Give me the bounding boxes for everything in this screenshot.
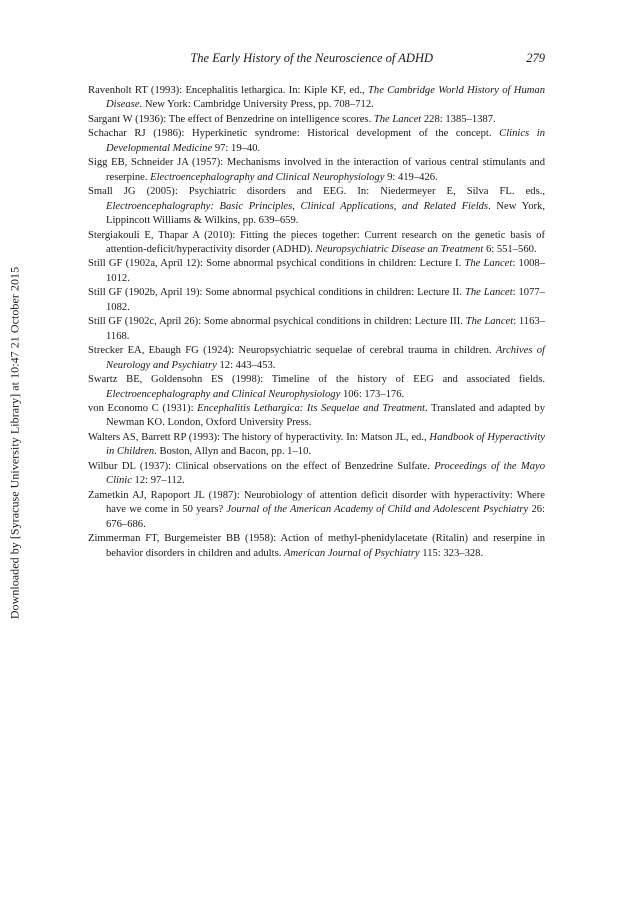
reference-source: Neuropsychiatric Disease an Treatment — [315, 243, 484, 255]
reference-item — [88, 156, 545, 185]
reference-text: Wilbur DL (1937): Clinical observations on the effect of Benzedrine Sulfate. — [88, 460, 435, 472]
reference-source: Encephalitis Lethargica: Its Sequelae and Treatment — [197, 402, 425, 414]
reference-details: 228: 1385–1387. — [421, 113, 496, 125]
reference-item — [88, 460, 545, 489]
reference-details: 12: 443–453. — [216, 359, 276, 371]
reference-text: Small JG (2005): Psychiatric disorders and EEG. In: Niedermeyer E, Silva FL. eds., — [88, 186, 545, 198]
running-head — [88, 51, 545, 67]
reference-source: Electroencephalography: Basic Principles, Clinical Applications, and Related Fields — [106, 200, 489, 212]
reference-item — [88, 373, 545, 402]
reference-item — [88, 532, 545, 561]
reference-source: Clinics in Developmental Medicine — [106, 128, 546, 154]
reference-item — [88, 315, 545, 344]
reference-text: Zametkin AJ, Rapoport JL (1987): Neurobiology of attention deficit disorder with hyperactivity: Where have we come in 50 years? — [88, 489, 545, 516]
reference-details: 106: 173–176. — [340, 388, 405, 400]
reference-text: von Economo C (1931): — [88, 402, 198, 414]
reference-text: Sigg EB, Schneider JA (1957): Mechanisms involved in the interaction of various central stimulants and reserpine. — [88, 157, 545, 183]
reference-source: American Journal of Psychiatry — [284, 547, 420, 559]
reference-item — [88, 286, 545, 315]
reference-details: 6: 551–560. — [483, 243, 537, 255]
reference-details: 115: 323–328. — [419, 547, 484, 559]
download-stamp-text: Downloaded by [Syracuse University Library] at 10:47 21 October 2015 — [7, 266, 22, 620]
reference-text: Schachar RJ (1986): Hyperkinetic syndrome: Historical development of the concept. — [88, 128, 500, 140]
reference-source: The Cambridge World History of Human Disease — [106, 85, 545, 111]
reference-item — [88, 344, 545, 373]
reference-item — [88, 431, 545, 460]
reference-text: Sargant W (1936): The effect of Benzedrine on intelligence scores. — [88, 113, 374, 125]
reference-source: Electroencephalography and Clinical Neurophysiology — [150, 171, 385, 183]
reference-details: . New York, Lippincott Williams & Wilkins, pp. 639–659. — [106, 200, 545, 227]
reference-source: Archives of Neurology and Psychiatry — [106, 345, 545, 371]
running-head-title: The Early History of the Neuroscience of ADHD — [190, 51, 433, 65]
reference-item — [88, 113, 545, 127]
reference-source: Proceedings of the Mayo Clinic — [106, 460, 546, 487]
reference-item — [88, 229, 545, 258]
download-stamp — [0, 0, 30, 912]
reference-source: The Lancet — [465, 316, 514, 328]
reference-source: The Lancet — [464, 258, 513, 270]
reference-item — [88, 489, 545, 532]
reference-list — [88, 84, 545, 561]
reference-item — [88, 127, 545, 156]
reference-details: 97: 19–40. — [212, 142, 261, 154]
reference-text: Strecker EA, Ebaugh FG (1924): Neuropsychiatric sequelae of cerebral trauma in children. — [88, 345, 496, 357]
reference-details: . Boston, Allyn and Bacon, pp. 1–10. — [154, 446, 312, 458]
reference-text: Still GF (1902a, April 12): Some abnormal psychical conditions in children: Lecture I. — [88, 258, 465, 270]
reference-details: 12: 97–112. — [131, 475, 185, 487]
reference-details: : 1077–1082. — [106, 287, 545, 313]
reference-details: 26: 676–686. — [106, 504, 546, 530]
reference-text: Still GF (1902c, April 26): Some abnormal psychical conditions in children: Lecture III. — [88, 316, 466, 328]
reference-item — [88, 185, 545, 228]
reference-details: 9: 419–426. — [384, 171, 438, 183]
reference-text: Walters AS, Barrett RP (1993): The history of hyperactivity. In: Matson JL, ed., — [88, 431, 430, 443]
reference-item — [88, 84, 545, 113]
reference-source: The Lancet — [464, 287, 513, 299]
reference-text: Still GF (1902b, April 19): Some abnormal psychical conditions in children: Lecture II. — [88, 287, 465, 299]
reference-item — [88, 257, 545, 286]
reference-source: Handbook of Hyperactivity in Children — [106, 431, 545, 458]
reference-item — [88, 402, 545, 431]
reference-details: : 1163–1168. — [106, 316, 545, 342]
reference-source: Electroencephalography and Clinical Neurophysiology — [106, 388, 341, 400]
page-number: 279 — [526, 51, 545, 65]
reference-source: The Lancet — [373, 113, 422, 125]
reference-details: . Translated and adapted by Newman KO. London, Oxford University Press. — [106, 402, 546, 429]
reference-text: Swartz BE, Goldensohn ES (1998): Timeline of the history of EEG and associated fields. — [88, 374, 545, 386]
reference-text: Stergiakouli E, Thapar A (2010): Fitting the pieces together: Current research on the genetic basis of attention-deficit/hyperactivity disorder (ADHD). — [88, 229, 545, 255]
reference-details: . New York: Cambridge University Press, pp. 708–712. — [139, 99, 374, 111]
reference-text: Zimmerman FT, Burgemeister BB (1958): Action of methyl-phenidylacetate (Ritalin) and reserpine in behavior disorders in children and adults. — [88, 533, 545, 559]
reference-source: Journal of the American Academy of Child and Adolescent Psychiatry — [226, 504, 529, 516]
reference-text: Ravenholt RT (1993): Encephalitis lethargica. In: Kiple KF, ed., — [88, 85, 369, 96]
reference-details: : 1008–1012. — [106, 258, 546, 284]
